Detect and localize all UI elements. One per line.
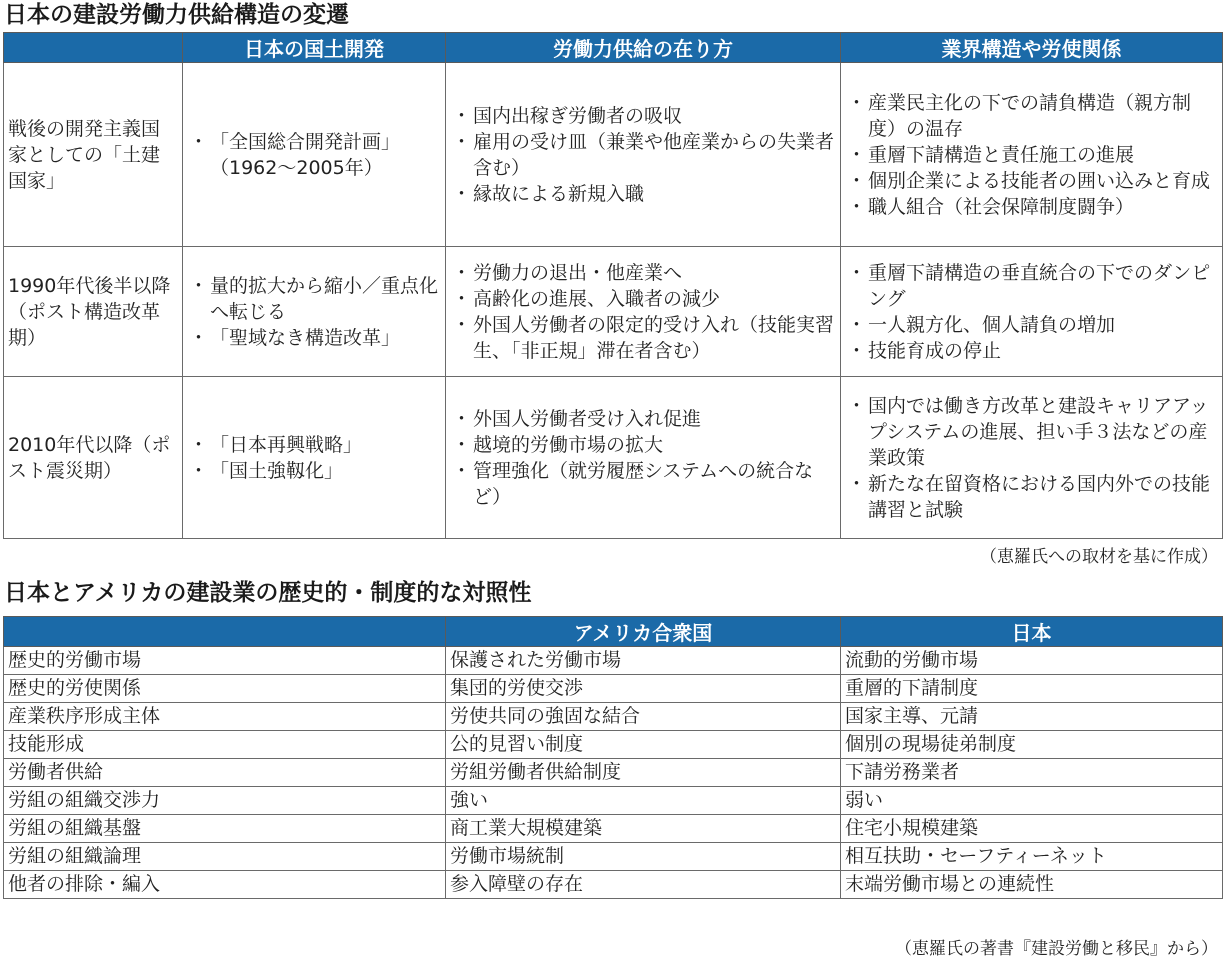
usa-cell: 公的見習い制度 (446, 731, 841, 759)
list-item: ・ 雇用の受け皿（兼業や他産業からの失業者含む） (454, 129, 836, 181)
table2-source-note: （恵羅氏の著書『建設労働と移民』から） (895, 939, 1218, 959)
table-row (4, 843, 1223, 871)
japan-cell: 国家主導、元請 (841, 703, 1223, 731)
development-cell (183, 377, 446, 539)
table-row (4, 815, 1223, 843)
list-item: ・ 外国人労働者の限定的受け入れ（技能実習生、「非正規」滞在者含む） (454, 312, 836, 364)
aspect-cell: 技能形成 (4, 731, 446, 759)
list-item: ・ 量的拡大から縮小／重点化へ転じる (191, 273, 441, 325)
usa-cell: 労働市場統制 (446, 843, 841, 871)
usa-cell: 労使共同の強固な結合 (446, 703, 841, 731)
labor-supply-history-table (3, 32, 1223, 539)
aspect-cell: 労組の組織論理 (4, 843, 446, 871)
japan-cell: 流動的労働市場 (841, 647, 1223, 675)
aspect-cell: 労組の組織基盤 (4, 815, 446, 843)
list-item: ・ 産業民主化の下での請負構造（親方制度）の温存 (849, 90, 1218, 142)
japan-cell: 住宅小規模建築 (841, 815, 1223, 843)
table1-row-post-disaster (4, 377, 1223, 539)
japan-cell: 個別の現場徒弟制度 (841, 731, 1223, 759)
list-item: ・ 「日本再興戦略」 (191, 432, 441, 458)
table1-header-row (4, 33, 1223, 63)
list-item: ・ 越境的労働市場の拡大 (454, 432, 836, 458)
industry-cell (841, 247, 1223, 377)
table-row (4, 647, 1223, 675)
table-row (4, 787, 1223, 815)
list-item: ・ 労働力の退出・他産業へ (454, 260, 836, 286)
table1-header-blank (4, 33, 183, 63)
list-item: ・ 「全国総合開発計画」（1962〜2005年） (191, 129, 441, 181)
labor-supply-cell (446, 63, 841, 247)
table1-row-post-reform (4, 247, 1223, 377)
list-item: ・ 縁故による新規入職 (454, 181, 836, 207)
table-row (4, 871, 1223, 899)
list-item: ・ 高齢化の進展、入職者の減少 (454, 286, 836, 312)
list-item: ・ 技能育成の停止 (849, 338, 1218, 364)
japan-cell: 下請労務業者 (841, 759, 1223, 787)
labor-supply-cell (446, 247, 841, 377)
table2-header-usa: アメリカ合衆国 (446, 617, 841, 647)
list-item: ・ 重層下請構造の垂直統合の下でのダンピング (849, 260, 1218, 312)
table-row (4, 731, 1223, 759)
list-item: ・ 国内出稼ぎ労働者の吸収 (454, 103, 836, 129)
list-item: ・ 個別企業による技能者の囲い込みと育成 (849, 168, 1218, 194)
japan-cell: 相互扶助・セーフティーネット (841, 843, 1223, 871)
table1-header-labor-supply: 労働力供給の在り方 (446, 33, 841, 63)
list-item: ・ 一人親方化、個人請負の増加 (849, 312, 1218, 338)
era-cell: 1990年代後半以降（ポスト構造改革期） (4, 247, 183, 377)
table1-source-note: （恵羅氏への取材を基に作成） (980, 547, 1218, 567)
development-cell (183, 247, 446, 377)
era-cell: 2010年代以降（ポスト震災期） (4, 377, 183, 539)
aspect-cell: 歴史的労働市場 (4, 647, 446, 675)
usa-cell: 商工業大規模建築 (446, 815, 841, 843)
era-cell: 戦後の開発主義国家としての「土建国家」 (4, 63, 183, 247)
usa-cell: 参入障壁の存在 (446, 871, 841, 899)
usa-cell: 集団的労使交渉 (446, 675, 841, 703)
labor-supply-cell (446, 377, 841, 539)
list-item: ・ 「国土強靱化」 (191, 458, 441, 484)
usa-cell: 保護された労働市場 (446, 647, 841, 675)
aspect-cell: 労組の組織交渉力 (4, 787, 446, 815)
list-item: ・ 新たな在留資格における国内外での技能講習と試験 (849, 471, 1218, 523)
japan-cell: 末端労働市場との連続性 (841, 871, 1223, 899)
aspect-cell: 他者の排除・編入 (4, 871, 446, 899)
table1-header-industry: 業界構造や労使関係 (841, 33, 1223, 63)
table2-title: 日本とアメリカの建設業の歴史的・制度的な対照性 (4, 580, 532, 606)
list-item: ・ 「聖域なき構造改革」 (191, 325, 441, 351)
usa-cell: 強い (446, 787, 841, 815)
aspect-cell: 産業秩序形成主体 (4, 703, 446, 731)
us-japan-comparison-table (3, 616, 1223, 899)
table-row (4, 675, 1223, 703)
table1-header-development: 日本の国土開発 (183, 33, 446, 63)
list-item: ・ 職人組合（社会保障制度闘争） (849, 194, 1218, 220)
table1-row-postwar (4, 63, 1223, 247)
development-cell (183, 63, 446, 247)
japan-cell: 弱い (841, 787, 1223, 815)
list-item: ・ 国内では働き方改革と建設キャリアアップシステムの進展、担い手３法などの産業政策 (849, 393, 1218, 471)
table2-header-row (4, 617, 1223, 647)
usa-cell: 労組労働者供給制度 (446, 759, 841, 787)
industry-cell (841, 377, 1223, 539)
table-row (4, 703, 1223, 731)
table-row (4, 759, 1223, 787)
aspect-cell: 歴史的労使関係 (4, 675, 446, 703)
list-item: ・ 外国人労働者受け入れ促進 (454, 406, 836, 432)
table2-header-japan: 日本 (841, 617, 1223, 647)
list-item: ・ 重層下請構造と責任施工の進展 (849, 142, 1218, 168)
table2-header-blank (4, 617, 446, 647)
japan-cell: 重層的下請制度 (841, 675, 1223, 703)
table1-title: 日本の建設労働力供給構造の変遷 (4, 2, 349, 28)
list-item: ・ 管理強化（就労履歴システムへの統合など） (454, 458, 836, 510)
aspect-cell: 労働者供給 (4, 759, 446, 787)
industry-cell (841, 63, 1223, 247)
